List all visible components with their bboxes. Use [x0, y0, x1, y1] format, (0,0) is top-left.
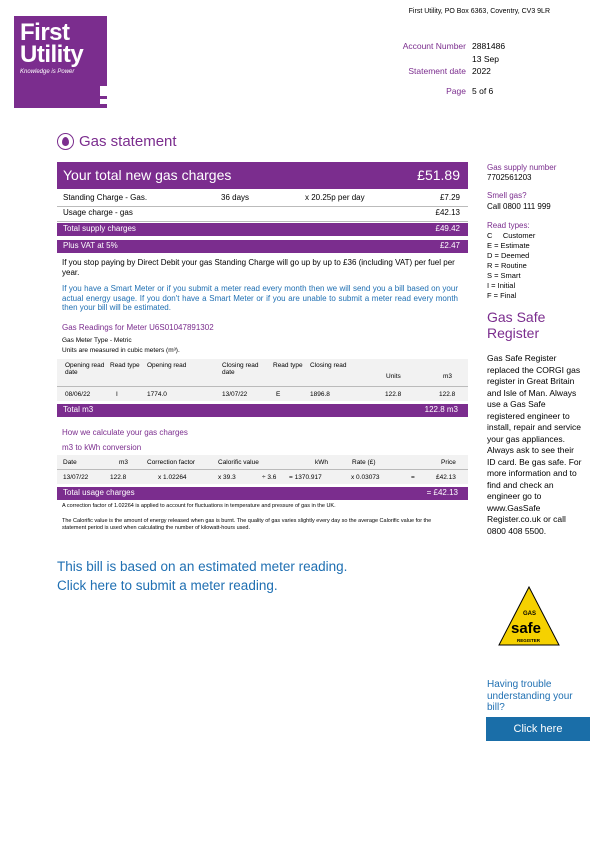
total-usage-value: = £42.13: [426, 488, 458, 497]
read-type-item: I = Initial: [487, 281, 516, 290]
readings-cell: 08/06/22: [65, 391, 91, 398]
calc-col-header: Correction factor: [147, 459, 196, 466]
total-m3-label: Total m3: [63, 405, 94, 414]
logo-notch: [100, 86, 107, 96]
read-type-item: F = Final: [487, 291, 517, 300]
usage-charge-label: Usage charge - gas: [63, 208, 133, 217]
standing-value: £7.29: [439, 193, 460, 202]
calc-col-header: Rate (£): [352, 459, 376, 466]
read-types-label: Read types:: [487, 221, 530, 230]
total-charges-value: £51.89: [417, 167, 460, 183]
total-supply-value: £49.42: [435, 224, 460, 233]
gas-safe-logo: [497, 585, 561, 647]
calc-cell: x 39.3: [218, 474, 236, 481]
submit-meter-reading-link[interactable]: Click here to submit a meter reading.: [57, 578, 278, 593]
vat-value: £2.47: [439, 241, 460, 250]
logo-tagline: Knowledge is Power: [20, 69, 75, 75]
emergency-number: Call 0800 111 999: [487, 202, 551, 211]
readings-cell: 1896.8: [310, 391, 330, 398]
gas-safe-heading-line2: Register: [487, 325, 540, 341]
statement-date-day: 13 Sep: [472, 54, 499, 64]
statement-date-label: Statement date: [408, 66, 466, 76]
calc-col-header: Date: [63, 459, 77, 466]
account-number: 2881486: [472, 41, 506, 51]
calc-col-header: m3: [119, 459, 129, 466]
total-m3-row: [57, 404, 468, 417]
read-type-item: S = Smart: [487, 271, 521, 280]
click-here-button[interactable]: Click here: [486, 717, 590, 741]
smell-gas-label: Smell gas?: [487, 191, 527, 200]
correction-footnote: A correction factor of 1.02264 is applied to account for fluctuations in temperature and pressure of gas in the UK.: [62, 503, 336, 509]
calc-col-header: kWh: [315, 459, 328, 466]
page-number: 5 of 6: [472, 86, 494, 96]
readings-col-header: Closing read: [310, 362, 347, 369]
gas-safe-logo-safe: safe: [511, 620, 542, 637]
gas-safe-heading: [487, 309, 545, 341]
readings-col-header: m3: [443, 373, 453, 380]
trouble-understanding-text: Having trouble understanding your bill?: [487, 679, 573, 713]
standing-rate: x 20.25p per day: [305, 193, 365, 202]
standing-days: 36 days: [221, 193, 250, 202]
readings-col-header: Opening read: [147, 362, 187, 369]
total-supply-row: [57, 223, 468, 236]
vat-label: Plus VAT at 5%: [63, 241, 118, 250]
total-usage-label: Total usage charges: [63, 488, 135, 497]
statement-date-year: 2022: [472, 66, 491, 76]
calc-subtitle: m3 to kWh conversion: [62, 443, 142, 452]
gas-safe-description: Gas Safe Register replaced the CORGI gas register in Great Britain and Isle of Man. Always use a Gas Safe registered engineer to install, repair and service your gas appliances. Always ask to see their ID card. Be gas safe. For more information and to find and check an engineer go to www.GasSafe Register.co.uk or call 0800 408 5500.: [487, 353, 582, 536]
estimated-reading-note: This bill is based on an estimated meter reading.: [57, 559, 348, 574]
standing-charge-label: Standing Charge - Gas.: [63, 193, 148, 202]
standing-charge-row: [57, 193, 468, 207]
page-label: Page: [446, 86, 466, 96]
account-number-label: Account Number: [402, 41, 466, 51]
vat-row: [57, 240, 468, 253]
supply-number-label: Gas supply number: [487, 163, 557, 172]
readings-cell: 122.8: [439, 391, 456, 398]
read-type-item: E = Estimate: [487, 241, 530, 250]
calc-col-header: Price: [441, 459, 456, 466]
calc-title: How we calculate your gas charges: [62, 428, 188, 437]
usage-charge-row: [57, 208, 468, 222]
readings-col-header: Read type: [110, 362, 140, 369]
readings-data-row: [57, 387, 468, 401]
calc-cell: 122.8: [110, 474, 127, 481]
flame-icon-inner: [62, 137, 69, 146]
read-type-item: R = Routine: [487, 261, 527, 270]
readings-cell: 13/07/22: [222, 391, 248, 398]
direct-debit-note: If you stop paying by Direct Debit your gas Standing Charge will go up by up to £36 (including VAT) per fuel per year.: [62, 258, 455, 277]
total-supply-label: Total supply charges: [63, 224, 136, 233]
readings-col-header: Closing read date: [222, 362, 259, 376]
read-types-list: [487, 231, 535, 301]
gas-safe-logo-gas: GAS: [523, 611, 537, 617]
read-type-item: C Customer: [487, 231, 536, 240]
total-charges-bar: [57, 162, 468, 189]
units-note: Units are measured in cubic meters (m³).: [62, 347, 180, 354]
calc-cell: =: [411, 474, 415, 481]
logo-line1: First: [20, 19, 70, 46]
readings-col-header: Opening read date: [65, 362, 105, 376]
readings-cell: E: [276, 391, 281, 398]
calc-cell: x 0.03073: [351, 474, 380, 481]
calc-cell: = 1370.917: [289, 474, 322, 481]
company-address: First Utility, PO Box 6363, Coventry, CV3 9LR: [408, 8, 550, 15]
calc-col-header: Calorific value: [218, 459, 259, 466]
calc-cell: 13/07/22: [63, 474, 89, 481]
calc-cell: £42.13: [436, 474, 456, 481]
readings-col-header: Units: [386, 373, 401, 380]
total-m3-value: 122.8 m3: [424, 405, 458, 414]
read-type-item: D = Deemed: [487, 251, 530, 260]
gas-safe-heading-line1: Gas Safe: [487, 309, 546, 325]
calc-cell: ÷ 3.6: [262, 474, 277, 481]
smart-meter-note: If you have a Smart Meter or if you submit a meter read every month then we will send you a bill based on your actual energy usage. If you don't have a Smart Meter or if you are unable to submit a meter read every month then your bill will be estimated.: [62, 284, 458, 312]
meter-type: Gas Meter Type - Metric: [62, 337, 132, 344]
gas-safe-logo-register: REGISTER: [517, 638, 541, 643]
logo-line2: Utility: [20, 41, 84, 68]
readings-title: Gas Readings for Meter U6S01047891302: [62, 323, 214, 332]
supply-number: 7702561203: [487, 173, 532, 182]
calorific-footnote: The Calorific value is the amount of energy released when gas is burnt. The quality of gas varies slightly every day so the average Calorific value for the statement period is used when calculating the number of kilowatt-hours used.: [62, 518, 432, 531]
readings-cell: 1774.0: [147, 391, 167, 398]
page-title: Gas statement: [79, 133, 177, 150]
readings-cell: 122.8: [385, 391, 402, 398]
logo-notch: [100, 99, 107, 104]
readings-cell: I: [116, 391, 118, 398]
readings-col-header: Read type: [273, 362, 303, 369]
calc-cell: x 1.02264: [158, 474, 187, 481]
total-charges-label: Your total new gas charges: [63, 167, 232, 183]
usage-charge-value: £42.13: [435, 208, 460, 217]
first-utility-logo: [14, 16, 107, 108]
total-usage-row: [57, 487, 468, 500]
